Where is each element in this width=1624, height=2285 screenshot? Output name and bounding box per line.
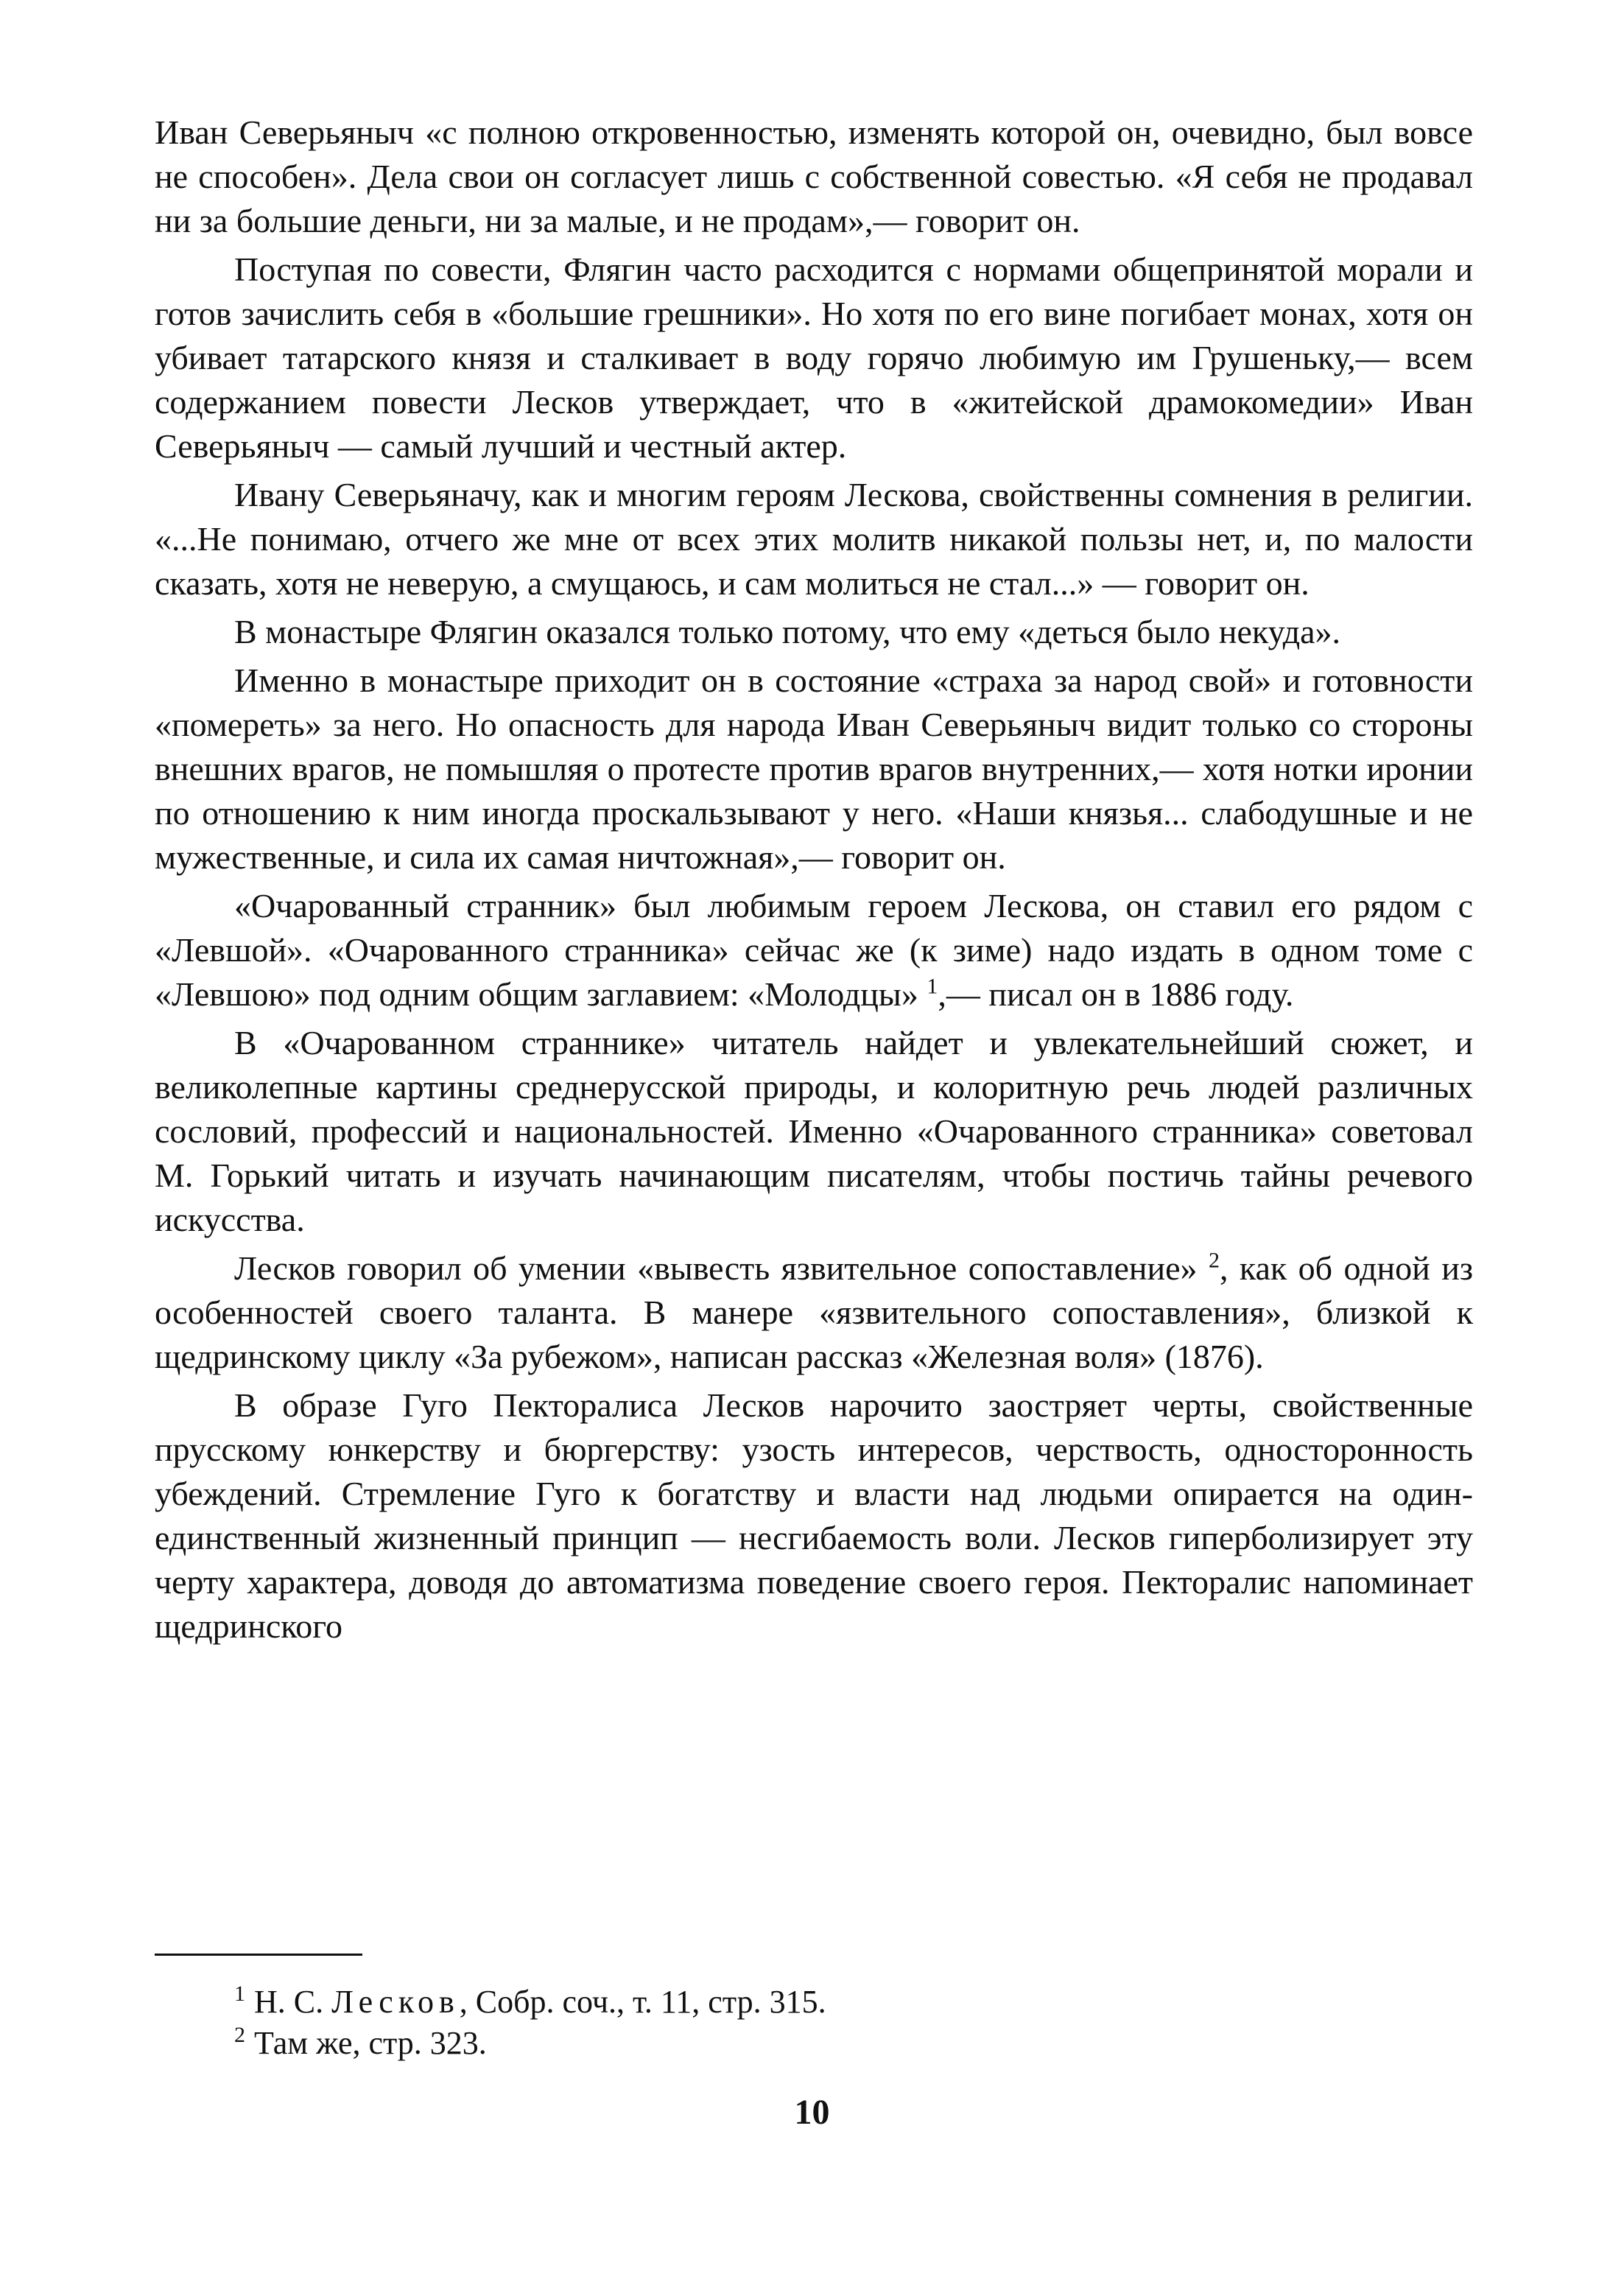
footnote-marker: 2 — [234, 2023, 245, 2048]
paragraph — [155, 1021, 1473, 1242]
paragraph — [155, 884, 1473, 1017]
text-run: В «Очарованном страннике» читатель найдет и увлекательнейший сюжет, и великолепные картины среднерусской природы, и колоритную речь людей различных сословий, профессий и национальностей. Именно «Очарованного странника» советовал М. Горький читать и изучать начинающим писателям, чтобы постичь тайны речевого искусства. — [155, 1024, 1473, 1238]
text-run: , Собр. соч., т. 11, стр. 315. — [459, 1984, 826, 2020]
text-run: Именно в монастыре приходит он в состояние «страха за народ свой» и готовности «помереть» за него. Но опасность для народа Иван Северьяныч видит только со стороны внешних врагов, не помышляя о протесте против врагов внутренних,— хотя нотки иронии по отношению к ним иногда проскальзывают у него. «Наши князья... слабодушные и не мужественные, и сила их самая ничтожная»,— говорит он. — [155, 661, 1473, 876]
text-run: Там же, стр. 323. — [254, 2025, 487, 2061]
paragraph — [155, 1246, 1473, 1379]
main-text — [155, 110, 1473, 1653]
page-number: 10 — [794, 2093, 830, 2132]
text-run: «Очарованный странник» был любимым героем Лескова, он ставил его рядом с «Левшой». «Очарованного странника» сейчас же (к зиме) надо издать в одном томе с «Левшою» под одним общим заглавием: «Молодцы» — [155, 887, 1473, 1013]
footnote-reference: 1 — [927, 974, 938, 999]
footnote-reference: 2 — [1208, 1248, 1220, 1273]
text-run: В образе Гуго Пекторалиса Лесков нарочито заостряет черты, свойственные прусскому юнкерству и бюргерству: узость интересов, черствость, односторонность убеждений. Стремление Гуго к богатству и власти над людьми опирается на один-единственный жизненный принцип — несгибаемость воли. Лесков гиперболизирует эту черту характера, доводя до автоматизма поведение своего героя. Пекторалис напоминает щедринского — [155, 1386, 1473, 1645]
text-run: ,— писал он в 1886 году. — [938, 975, 1294, 1013]
text-run: Н. С. — [254, 1984, 332, 2020]
footnote — [234, 1982, 1339, 2023]
text-run: Иван Северьяныч «с полною откровенностью, изменять которой он, очевидно, был вовсе не способен». Дела свои он согласует лишь с собственной совестью. «Я себя не продавал ни за большие деньги, ни за малые, и не продам»,— говорит он. — [155, 113, 1473, 239]
text-run: Лесков говорил об умении «вывесть язвительное сопоставление» — [234, 1249, 1209, 1287]
paragraph — [155, 610, 1473, 654]
footnote-marker: 1 — [234, 1982, 245, 2007]
paragraph — [155, 110, 1473, 243]
paragraph — [155, 473, 1473, 606]
footnote — [234, 2023, 1339, 2064]
text-run: В монастыре Флягин оказался только потому, что ему «деться было некуда». — [234, 613, 1341, 650]
text-run: , как об одной из особенностей своего таланта. В манере «язвительного сопоставления», близкой к щедринскому циклу «За рубежом», написан рассказ «Железная воля» (1876). — [155, 1249, 1473, 1375]
paragraph — [155, 659, 1473, 880]
footnote-separator — [155, 1954, 362, 1956]
paragraph — [155, 248, 1473, 468]
text-run: Ивану Северьяначу, как и многим героям Лескова, свойственны сомнения в религии. «...Не понимаю, отчего же мне от всех этих молитв никакой пользы нет, и, по малости сказать, хотя не неверую, а смущаюсь, и сам молиться не стал...» — говорит он. — [155, 476, 1473, 602]
footnotes — [234, 1982, 1339, 2064]
paragraph — [155, 1383, 1473, 1649]
text-run: Поступая по совести, Флягин часто расходится с нормами общепринятой морали и готов зачислить себя в «большие грешники». Но хотя по его вине погибает монах, хотя он убивает татарского князя и сталкивает в воду горячо любимую им Грушеньку,— всем содержанием повести Лесков утверждает, что в «житейской драмокомедии» Иван Северьяныч — самый лучший и честный актер. — [155, 250, 1473, 465]
author-name: Лесков — [331, 1984, 460, 2020]
